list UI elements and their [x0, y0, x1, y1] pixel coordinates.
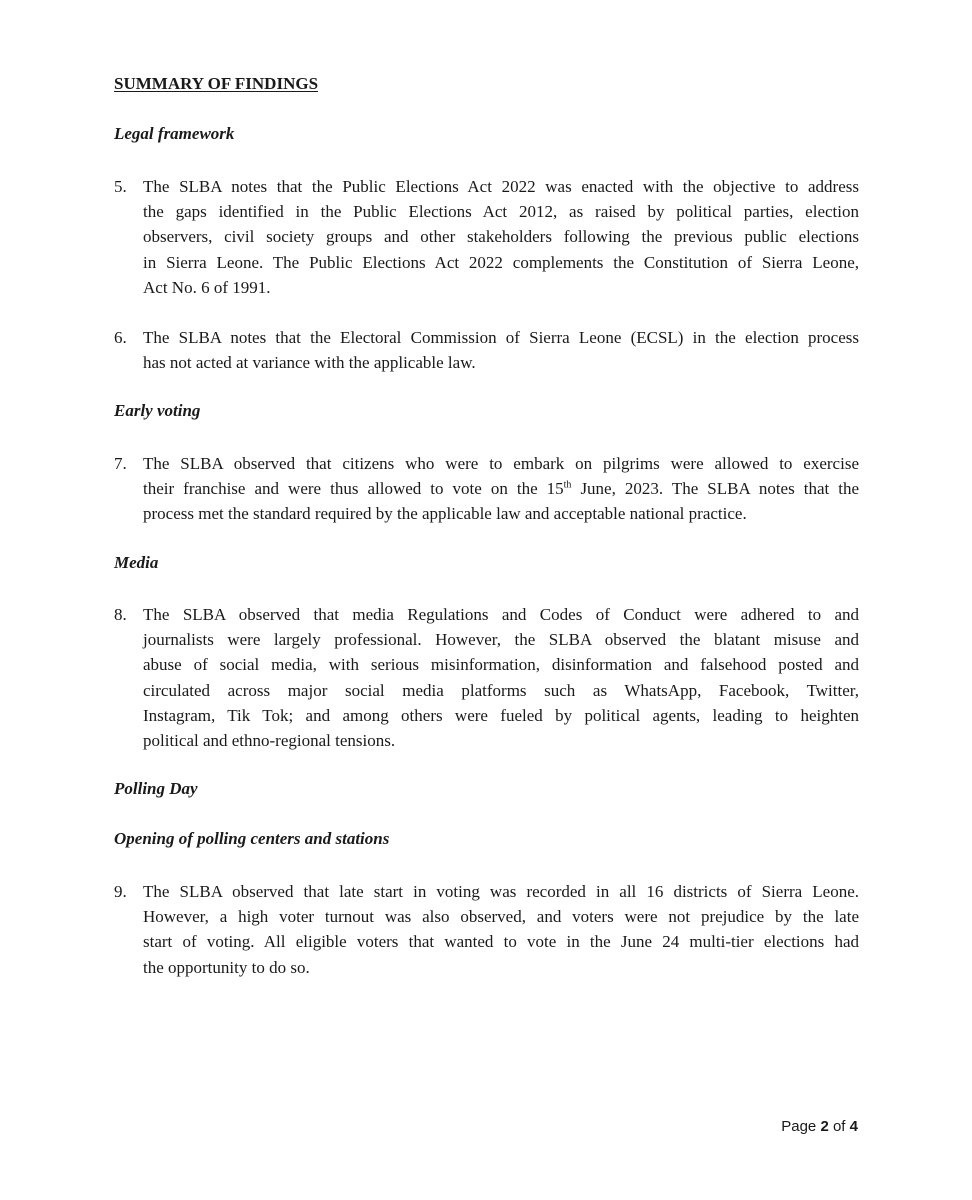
paragraph-line: The SLBA notes that the Public Elections Act 2022 was enacted with the objective to address [143, 177, 859, 196]
paragraph-line: Act No. 6 of 1991. [143, 277, 271, 297]
paragraph-line: the opportunity to do so. [143, 957, 310, 977]
paragraph-7 [114, 451, 859, 527]
paragraph-9 [114, 879, 859, 980]
footer-of-word: of [832, 1118, 846, 1135]
line-segment: their franchise and were thus allowed to vote on the 15 [143, 479, 564, 499]
line-segment: June, 2023. The SLBA notes that the [571, 479, 860, 499]
page-number-footer [781, 1118, 858, 1135]
paragraph-5 [114, 174, 859, 300]
paragraph-line: has not acted at variance with the applicable law. [143, 353, 476, 373]
paragraph-number: 7. [114, 454, 127, 473]
section-heading-legal-framework: Legal framework [114, 124, 235, 143]
footer-page-word: Page [781, 1118, 817, 1135]
paragraph-line [143, 476, 859, 501]
section-heading-early-voting: Early voting [114, 401, 201, 420]
paragraph-line: observers, civil society groups and other stakeholders following the previous public elections [143, 227, 859, 247]
paragraph-text [143, 602, 859, 753]
paragraph-line: The SLBA observed that late start in voting was recorded in all 16 districts of Sierra Leone. [143, 882, 859, 901]
paragraph-line: The SLBA notes that the Electoral Commission of Sierra Leone (ECSL) in the election process [143, 328, 859, 347]
paragraph-number: 5. [114, 177, 127, 196]
paragraph-text [143, 451, 859, 527]
paragraph-line: circulated across major social media platforms such as WhatsApp, Facebook, Twitter, [143, 680, 859, 700]
paragraph-number: 6. [114, 328, 127, 347]
paragraph-line: political and ethno-regional tensions. [143, 731, 396, 751]
paragraph-line: in Sierra Leone. The Public Elections Act 2022 complements the Constitution of Sierra Leone, [143, 252, 859, 272]
section-heading-media: Media [114, 553, 159, 572]
paragraph-number: 8. [114, 605, 127, 624]
paragraph-line: start of voting. All eligible voters that wanted to vote in the June 24 multi-tier elections had [143, 932, 859, 952]
paragraph-number: 9. [114, 882, 127, 901]
paragraph-8 [114, 602, 859, 753]
paragraph-line: abuse of social media, with serious misinformation, disinformation and falsehood posted and [143, 655, 859, 675]
subsection-heading-opening: Opening of polling centers and stations [114, 829, 390, 848]
footer-total-pages: 4 [849, 1118, 858, 1135]
paragraph-line: The SLBA observed that citizens who were to embark on pilgrims were allowed to exercise [143, 454, 859, 473]
paragraph-text [143, 174, 859, 300]
ordinal-superscript: th [563, 479, 572, 491]
page-title: SUMMARY OF FINDINGS [114, 74, 319, 93]
footer-current-page: 2 [820, 1118, 829, 1135]
paragraph-line: the gaps identified in the Public Elections Act 2012, as raised by political parties, election [143, 202, 859, 222]
paragraph-text [143, 879, 859, 980]
section-heading-polling-day: Polling Day [114, 779, 198, 798]
paragraph-line: process met the standard required by the applicable law and acceptable national practice. [143, 504, 747, 524]
paragraph-line: journalists were largely professional. However, the SLBA observed the blatant misuse and [143, 630, 859, 650]
paragraph-6 [114, 325, 859, 375]
paragraph-text [143, 325, 859, 375]
paragraph-line: The SLBA observed that media Regulations and Codes of Conduct were adhered to and [143, 605, 859, 624]
paragraph-line: However, a high voter turnout was also observed, and voters were not prejudice by the late [143, 907, 859, 927]
paragraph-line: Instagram, Tik Tok; and among others were fueled by political agents, leading to heighten [143, 705, 859, 725]
